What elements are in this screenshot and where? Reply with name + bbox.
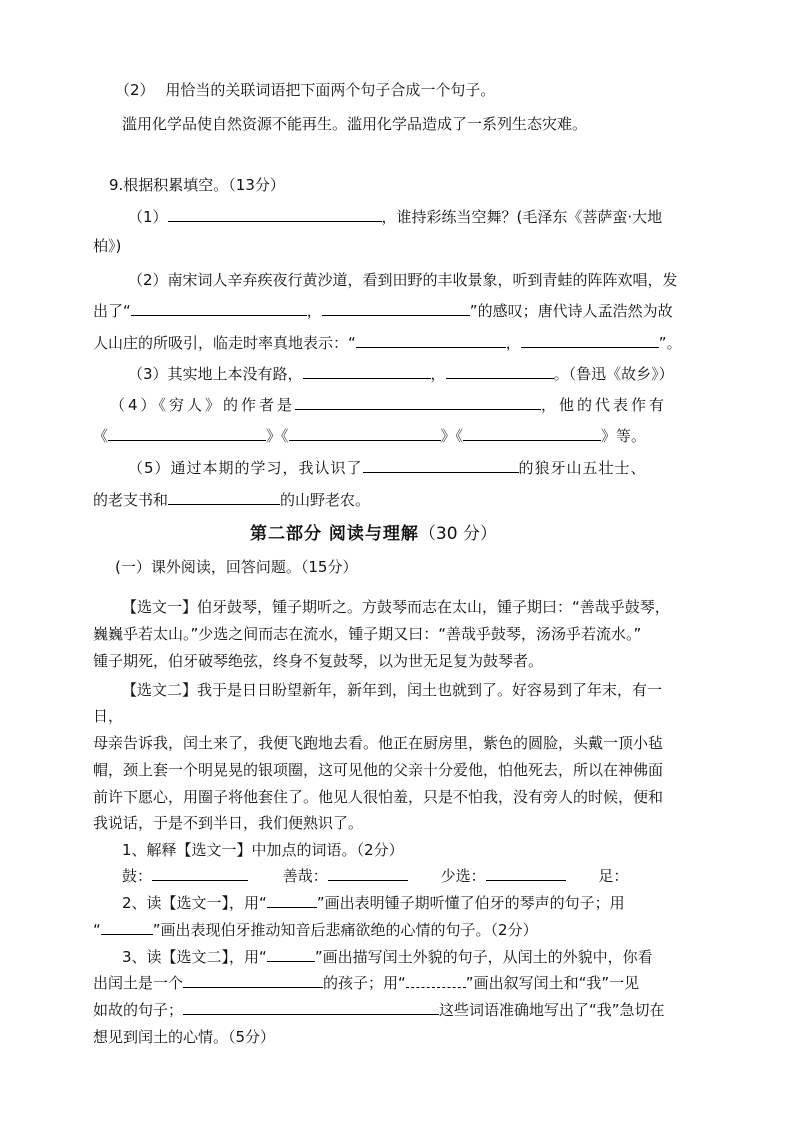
q9-item5-blank2[interactable] xyxy=(168,490,280,505)
q1-gu-blank[interactable] xyxy=(152,866,248,881)
q9-item1: （1） ，谁持彩练当空舞？(毛泽东《菩萨蛮·大地 xyxy=(128,208,663,226)
q9-item5-line2: 的老支书和 的山野老农。 xyxy=(93,491,371,509)
q2-mark-blank2[interactable] xyxy=(101,920,153,935)
q8-part2-sentence: 滥用化学品使自然资源不能再生。滥用化学品造成了一系列生态灾难。 xyxy=(122,115,588,133)
q9-item1-tail: 柏》) xyxy=(93,237,122,255)
question1-answers: 鼓： 善哉： 少选： 足： xyxy=(122,867,629,885)
part2-subheading: (一）课外阅读，回答问题。（15分） xyxy=(115,558,358,576)
q9-item2-line1: （2）南宋词人辛弃疾夜行黄沙道，看到田野的丰收景象，听到青蛙的阵阵欢唱，发 xyxy=(128,271,678,289)
q1-shaoxuan-blank[interactable] xyxy=(486,866,566,881)
passage2-line5: 前许下愿心，用圈子将他套住了。他见人很怕羞，只是不怕我，没有旁人的时候，便和 xyxy=(93,788,664,806)
q9-item4-work1-blank[interactable] xyxy=(108,426,266,441)
q9-item5-blank1[interactable] xyxy=(363,458,519,473)
passage2-line2: 日， xyxy=(93,707,124,725)
q9-item3-blank2[interactable] xyxy=(446,364,554,379)
passage1-line3: 锺子期死，伯牙破琴绝弦，终身不复鼓琴，以为世无足复为鼓琴者。 xyxy=(93,652,544,670)
question2-line1: 2、读【选文一】，用“ ”画出表明锺子期听懂了伯牙的琴声的句子；用 xyxy=(122,894,625,912)
q9-item2-blank1[interactable] xyxy=(131,301,307,316)
passage1-line2: 巍巍乎若太山。”少选之间而志在流水，锺子期又曰：“善哉乎鼓琴，汤汤乎若流水。” xyxy=(93,625,642,643)
q3-mark-blank2[interactable] xyxy=(406,973,466,988)
question3-line1: 3、读【选文二】，用“ ”画出描写闰土外貌的句子，从闰土的外貌中，你看 xyxy=(122,948,653,966)
q9-item2-blank3[interactable] xyxy=(356,333,506,348)
q2-mark-blank1[interactable] xyxy=(267,893,317,908)
q9-item4-line1: （4）《穷人》的作者是 ，他的代表作有 xyxy=(110,396,668,414)
q9-item2-blank4[interactable] xyxy=(521,333,659,348)
q9-item3: （3）其实地上本没有路， ， 。（鲁迅《故乡》） xyxy=(128,365,674,383)
q9-item3-blank1[interactable] xyxy=(303,364,431,379)
q9-heading: 9.根据积累填空。（13分） xyxy=(109,176,285,194)
passage2-line3: 母亲告诉我，闰土来了，我便飞跑地去看。他正在厨房里，紫色的圆脸，头戴一顶小毡 xyxy=(93,734,664,752)
question2-line2: “ ”画出表现伯牙推动知音后悲痛欲绝的心情的句子。（2分） xyxy=(93,921,538,939)
passage2-line6: 我说话，于是不到半日，我们便熟识了。 xyxy=(93,814,364,832)
q9-item5-line1: （5）通过本期的学习，我认识了 的狼牙山五壮士、 xyxy=(128,459,647,477)
question3-line3: 如故的句子； 这些词语准确地写出了“我”急切在 xyxy=(93,1001,665,1019)
passage2-line1: 【选文二】我于是日日盼望新年，新年到，闰土也就到了。好容易到了年末，有一 xyxy=(122,681,663,699)
q9-item2-line3: 人山庄的所吸引，临走时率真地表示：“ ， ”。 xyxy=(93,334,682,352)
q9-item4-work2-blank[interactable] xyxy=(289,426,441,441)
q9-item4-work3-blank[interactable] xyxy=(463,426,601,441)
part2-title: 第二部分 阅读与理解（30 分） xyxy=(250,524,497,544)
q9-item2-line2: 出了“ ， ”的感叹；唐代诗人孟浩然为故 xyxy=(93,302,673,320)
q9-item2-blank2[interactable] xyxy=(322,301,470,316)
q9-item4-line2: 《 》《 》《 》等。 xyxy=(93,427,647,445)
q9-item1-blank[interactable] xyxy=(168,207,382,222)
q8-part2-prompt: （2） 用恰当的关联词语把下面两个句子合成一个句子。 xyxy=(115,81,496,99)
question3-line2: 出闰土是一个 的孩子；用“ ”画出叙写闰土和“我”一见 xyxy=(93,974,640,992)
q3-kind-blank[interactable] xyxy=(183,973,323,988)
q3-mark-blank1[interactable] xyxy=(267,947,315,962)
question3-line4: 想见到闰土的心情。（5分） xyxy=(93,1028,276,1046)
question1-prompt: 1、解释【选文一】中加点的词语。（2分） xyxy=(122,841,404,859)
passage2-line4: 帽，颈上套一个明晃晃的银项圈，这可见他的父亲十分爱他，怕他死去，所以在神佛面 xyxy=(93,761,664,779)
q9-item4-author-blank[interactable] xyxy=(295,395,541,410)
q1-shanzai-blank[interactable] xyxy=(328,866,408,881)
passage1-line1: 【选文一】伯牙鼓琴，锺子期听之。方鼓琴而志在太山，锺子期曰：“善哉乎鼓琴， xyxy=(122,598,670,616)
q3-words-blank[interactable] xyxy=(183,1000,439,1015)
